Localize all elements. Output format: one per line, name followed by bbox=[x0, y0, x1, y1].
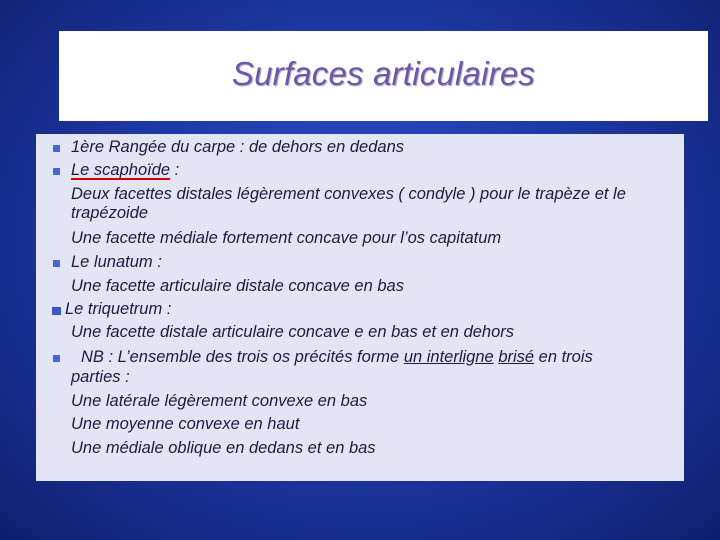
line-text: Deux facettes distales légèrement convexes ( condyle ) pour le trapèze et le bbox=[71, 185, 626, 203]
bullet-icon bbox=[52, 307, 61, 315]
line-text: Le triquetrum : bbox=[65, 300, 172, 318]
line-text: Une latérale légèrement convexe en bas bbox=[71, 392, 368, 410]
line-suffix: : bbox=[170, 161, 180, 179]
bullet-icon bbox=[53, 145, 60, 152]
title-box bbox=[59, 31, 708, 121]
bullet-icon bbox=[53, 260, 60, 267]
line-text: Une médiale oblique en dedans et en bas bbox=[71, 439, 376, 457]
line-text: Une facette médiale fortement concave pour l’os capitatum bbox=[71, 229, 502, 247]
bullet-icon bbox=[53, 355, 60, 362]
line-text: parties : bbox=[71, 368, 130, 386]
line-text: Le lunatum : bbox=[71, 253, 162, 271]
nb-text-end: en trois bbox=[534, 348, 593, 366]
line-text bbox=[81, 346, 593, 368]
line-text: 1ère Rangée du carpe : de dehors en dedans bbox=[71, 138, 404, 156]
line-text: Une moyenne convexe en haut bbox=[71, 415, 300, 433]
underlined-brise: brisé bbox=[498, 348, 535, 366]
nb-text: NB : L’ensemble des trois os précités forme bbox=[81, 348, 404, 366]
scaphoide-term: Le scaphoïde bbox=[71, 161, 171, 179]
line-text: trapézoide bbox=[71, 204, 149, 222]
line-text: Une facette distale articulaire concave e en bas et en dehors bbox=[71, 323, 515, 341]
slide-title: Surfaces articulaires bbox=[231, 55, 536, 92]
underlined-interligne: un interligne bbox=[403, 348, 494, 366]
bullet-icon bbox=[53, 168, 60, 175]
line-text: Une facette articulaire distale concave en bas bbox=[71, 277, 404, 295]
line-text bbox=[71, 159, 179, 181]
content-box bbox=[36, 134, 684, 481]
